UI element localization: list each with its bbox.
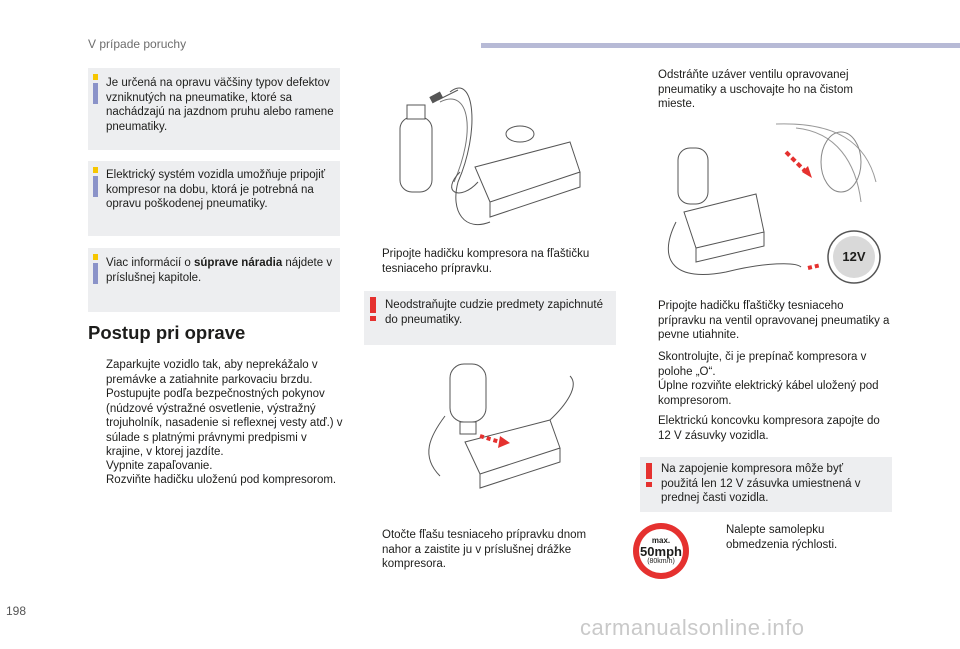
warning-text-socket: Na zapojenie kompresora môže byť použitá len 12 V zásuvka umiestnená v prednej časti vozidla. <box>661 463 861 504</box>
mid-step-invert <box>364 528 616 572</box>
warning-box-objects <box>364 291 616 345</box>
header-bar <box>481 43 960 48</box>
step-unroll <box>88 473 344 488</box>
step-text: Úplne rozviňte elektrický kábel uložený pod kompresorom. <box>658 380 879 407</box>
mid-step-connect <box>364 247 616 276</box>
step-text: Elektrickú koncovku kompresora zapojte do 12 V zásuvky vozidla. <box>658 415 880 442</box>
sign-top-text: max. <box>651 536 671 545</box>
illustration-invert-bottle <box>420 356 580 506</box>
step-text: Zaparkujte vozidlo tak, aby neprekážalo v premávke a zatiahnite parkovaciu brzdu. <box>106 359 318 386</box>
step-ignition <box>88 459 344 474</box>
info-more-link: súprave náradia <box>194 257 283 269</box>
info-more-post: nájdete v príslušnej kapitole. <box>106 257 333 284</box>
warning-text-objects: Neodstraňujte cudzie predmety zapichnuté do pneumatiky. <box>385 299 603 326</box>
step-text: Pripojte hadičku fľaštičky tesniaceho prípravku na ventil opravovanej pneumatiky a pevne utiahnite. <box>658 300 890 341</box>
step-text: Otočte fľašu tesniaceho prípravku dnom nahor a zaistite ju v príslušnej drážke kompresora. <box>382 529 587 570</box>
warning-icon <box>646 463 652 487</box>
info-icon <box>93 74 98 144</box>
illustration-connect-valve <box>636 122 888 290</box>
info-text-repair: Je určená na opravu väčšiny typov defektov vzniknutých na pneumatike, ktoré sa nachádzajú na jazdnom pruhu alebo ramene pneumatiky. <box>106 77 334 133</box>
step-text: Odstráňte uzáver ventilu opravovanej pneumatiky a uschovajte ho na čistom mieste. <box>658 69 853 110</box>
warning-icon <box>370 297 376 321</box>
step-text: Nalepte samolepku obmedzenia rýchlosti. <box>726 524 838 551</box>
info-icon <box>93 254 98 284</box>
right-step-sticker <box>708 523 888 552</box>
right-step-valve-cap <box>640 68 892 112</box>
step-text: Pripojte hadičku kompresora na fľaštičku tesniaceho prípravku. <box>382 248 590 275</box>
right-step-switch <box>640 350 892 379</box>
info-icon <box>93 167 98 197</box>
section-title: Postup pri oprave <box>88 322 246 343</box>
page-number: 198 <box>6 604 27 618</box>
step-text: Skontrolujte, či je prepínač kompresora v polohe „O“. <box>658 351 867 378</box>
speed-limit-inner <box>639 529 683 573</box>
sign-main-text: 50mph <box>640 544 682 559</box>
right-step-connect-valve <box>640 299 892 343</box>
step-text: Rozviňte hadičku uloženú pod kompresorom. <box>106 474 337 486</box>
info-box-more <box>88 248 340 312</box>
step-text: Postupujte podľa bezpečnostných pokynov (núdzové výstražné osvetlenie, výstražný trojuholník, nasadenie si reflexnej vesty atď.) v súlade s platnými právnymi predpismi v krajine, v ktorej jazdíte. <box>106 388 343 458</box>
badge-12v: 12V <box>842 249 866 264</box>
step-text: Vypnite zapaľovanie. <box>106 460 213 472</box>
info-more-pre: Viac informácií o <box>106 257 194 269</box>
watermark: carmanualsonline.info <box>580 615 805 640</box>
info-box-repair <box>88 68 340 150</box>
step-safety <box>88 387 344 460</box>
speed-limit-sticker <box>633 523 689 579</box>
header-title: V prípade poruchy <box>88 37 187 51</box>
warning-box-socket <box>640 457 892 512</box>
sign-sub-text: (80km/h) <box>647 558 675 565</box>
right-step-socket <box>640 414 892 443</box>
info-text-electric: Elektrický systém vozidla umožňuje pripojiť kompresor na dobu, ktorá je potrebná na opravu poškodenej pneumatiky. <box>106 169 326 210</box>
info-text-more <box>106 256 334 285</box>
info-box-electric <box>88 161 340 236</box>
step-park <box>88 358 344 387</box>
right-step-cable <box>640 379 892 408</box>
illustration-connect-bottle <box>380 72 602 232</box>
